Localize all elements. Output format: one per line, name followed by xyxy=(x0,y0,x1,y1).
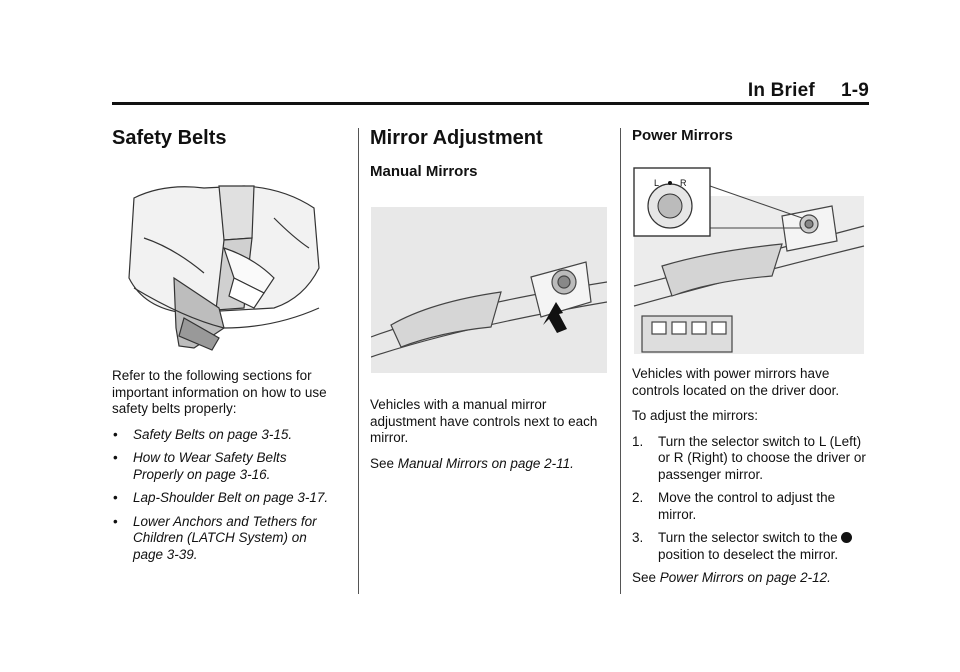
column-divider-2 xyxy=(620,128,621,594)
power-mirror-illustration xyxy=(632,166,866,356)
header-text xyxy=(748,80,869,102)
mirror-adjustment-column xyxy=(370,126,606,182)
power-mirrors-steps xyxy=(632,434,870,564)
header-rule xyxy=(112,102,869,105)
page-number: 1-9 xyxy=(840,80,869,101)
center-dot-icon xyxy=(841,532,852,543)
power-mirrors-see: See Power Mirrors on page 2-12. xyxy=(632,570,831,585)
power-mirrors-heading: Power Mirrors xyxy=(632,127,733,144)
list-item[interactable]: • Safety Belts on page 3-15. xyxy=(112,427,342,444)
section-title: In Brief xyxy=(747,80,815,101)
safety-belts-refs xyxy=(112,427,342,564)
list-item: 1. Turn the selector switch to L (Left) or R (Right) to choose the driver or passenger mirror. xyxy=(632,433,866,482)
safety-belt-illustration xyxy=(124,178,324,358)
power-mirrors-link[interactable]: Power Mirrors on page 2-12. xyxy=(659,570,831,585)
list-item[interactable]: • Lap-Shoulder Belt on page 3-17. xyxy=(112,490,342,507)
power-mirrors-body xyxy=(632,366,870,587)
list-item: 2. Move the control to adjust the mirror. xyxy=(632,490,836,522)
mirror-adjustment-heading: Mirror Adjustment xyxy=(370,127,543,149)
list-item: 3. Turn the selector switch to the position to deselect the mirror. xyxy=(632,530,870,563)
switch-label-right: R xyxy=(680,178,687,188)
safety-belts-heading: Safety Belts xyxy=(112,127,227,149)
list-item[interactable]: • How to Wear Safety Belts Properly on page 3-16. xyxy=(112,450,342,483)
manual-mirrors-heading: Manual Mirrors xyxy=(370,163,478,180)
column-divider-1 xyxy=(358,128,359,594)
safety-belts-intro: Refer to the following sections for important information on how to use safety belts properly: xyxy=(112,368,327,416)
power-mirrors-text: Vehicles with power mirrors have controls located on the driver door. xyxy=(632,366,840,398)
manual-mirrors-see: See Manual Mirrors on page 2-11. xyxy=(370,455,574,471)
manual-mirrors-body xyxy=(370,397,606,472)
safety-belts-column xyxy=(112,126,342,150)
manual-mirrors-link[interactable]: Manual Mirrors on page 2-11. xyxy=(397,455,574,471)
switch-label-left: L xyxy=(654,178,660,188)
manual-mirror-illustration xyxy=(371,207,607,373)
manual-mirrors-text: Vehicles with a manual mirror adjustment have controls next to each mirror. xyxy=(370,397,598,445)
list-item[interactable]: • Lower Anchors and Tethers for Children (LATCH System) on page 3-39. xyxy=(112,514,342,564)
power-mirrors-column xyxy=(632,126,870,146)
power-mirrors-intro: To adjust the mirrors: xyxy=(632,408,759,423)
safety-belts-body xyxy=(112,368,342,570)
